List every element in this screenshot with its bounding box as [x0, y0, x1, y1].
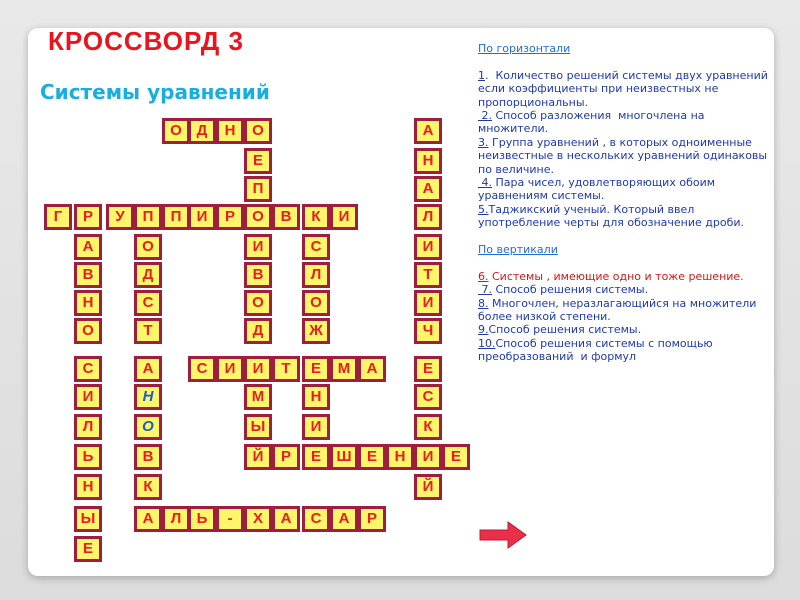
crossword-cell: Ы	[74, 506, 102, 532]
crossword-cell: И	[74, 384, 102, 410]
crossword-cell: -	[216, 506, 244, 532]
crossword-cell: М	[244, 384, 272, 410]
crossword-cell: А	[272, 506, 300, 532]
page-subtitle: Системы уравнений	[40, 80, 270, 104]
crossword-cell: Е	[74, 536, 102, 562]
crossword-cell: Л	[302, 262, 330, 288]
crossword-cell: Д	[188, 118, 216, 144]
crossword-cell: К	[414, 414, 442, 440]
crossword-cell: О	[134, 234, 162, 260]
crossword-cell: С	[302, 234, 330, 260]
crossword-cell: И	[330, 204, 358, 230]
crossword-cell: С	[414, 384, 442, 410]
crossword-cell: Е	[414, 356, 442, 382]
crossword-cell: Н	[74, 474, 102, 500]
horizontal-clue: 3. Группа уравнений , в которых одноименные неизвестные в нескольких уравнений одинаковы по величине.	[478, 135, 771, 176]
crossword-cell: Ж	[302, 318, 330, 344]
horizontal-clue: 4. Пара чисел, удовлетворяющих обоим уравнениям системы.	[478, 176, 719, 203]
vertical-clue: 6. Системы , имеющие одно и тоже решение.	[478, 269, 744, 283]
horizontal-clues-header: По горизонтали	[478, 42, 571, 55]
crossword-cell: О	[244, 204, 272, 230]
crossword-cell: Н	[74, 290, 102, 316]
page-title: КРОССВОРД 3	[48, 26, 244, 56]
crossword-cell: А	[330, 506, 358, 532]
crossword-cell: Р	[216, 204, 244, 230]
horizontal-clue: 1. Количество решений системы двух уравнений если коэффициенты при неизвестных не пропорциональны.	[478, 68, 772, 109]
crossword-cell: П	[162, 204, 190, 230]
crossword-cell: О	[244, 290, 272, 316]
crossword-cell: Ч	[414, 318, 442, 344]
crossword-cell: Г	[44, 204, 72, 230]
crossword-cell: А	[134, 356, 162, 382]
crossword-cell: Т	[272, 356, 300, 382]
crossword-cell: А	[134, 506, 162, 532]
crossword-cell: А	[414, 176, 442, 202]
crossword-cell: С	[302, 506, 330, 532]
crossword-cell: Ы	[244, 414, 272, 440]
crossword-cell: Д	[244, 318, 272, 344]
crossword-cell: Е	[358, 444, 386, 470]
crossword-cell: Т	[134, 318, 162, 344]
horizontal-clue: 2. Способ разложения многочлена на множители.	[478, 109, 709, 136]
crossword-cell: Н	[134, 384, 162, 410]
crossword-cell: Р	[272, 444, 300, 470]
crossword-cell: Ш	[330, 444, 358, 470]
crossword-cell: Т	[414, 262, 442, 288]
vertical-clue: 8. Многочлен, неразлагающийся на множители более низкой степени.	[478, 296, 760, 324]
crossword-cell: К	[302, 204, 330, 230]
crossword-cell: П	[134, 204, 162, 230]
crossword-cell: И	[414, 290, 442, 316]
crossword-cell: У	[106, 204, 134, 230]
crossword-cell: О	[302, 290, 330, 316]
crossword-cell: О	[134, 414, 162, 440]
crossword-cell: Р	[358, 506, 386, 532]
crossword-cell: С	[188, 356, 216, 382]
horizontal-clue: 5.Таджикский ученый. Который ввел употребление черты для обозначение дроби.	[478, 202, 745, 230]
crossword-cell: И	[244, 356, 272, 382]
crossword-cell: В	[272, 204, 300, 230]
vertical-clue: 7. Способ решения системы.	[478, 283, 649, 297]
crossword-cell: М	[330, 356, 358, 382]
crossword-cell: Н	[302, 384, 330, 410]
vertical-clue: 9.Способ решения системы.	[478, 323, 642, 337]
vertical-clues-header: По вертикали	[478, 243, 558, 257]
crossword-cell: И	[414, 234, 442, 260]
crossword-cell: Л	[74, 414, 102, 440]
crossword-cell: Х	[244, 506, 272, 532]
crossword-cell: Е	[442, 444, 470, 470]
crossword-cell: Л	[414, 204, 442, 230]
crossword-cell: А	[414, 118, 442, 144]
crossword-cell: Н	[414, 148, 442, 174]
crossword-cell: П	[244, 176, 272, 202]
crossword-cell: О	[74, 318, 102, 344]
crossword-cell: Й	[414, 474, 442, 500]
crossword-cell: К	[134, 474, 162, 500]
crossword-cell: И	[414, 444, 442, 470]
crossword-cell: А	[358, 356, 386, 382]
crossword-cell: Ь	[188, 506, 216, 532]
crossword-cell: И	[302, 414, 330, 440]
crossword-cell: В	[244, 262, 272, 288]
crossword-cell: О	[244, 118, 272, 144]
crossword-cell: С	[74, 356, 102, 382]
crossword-cell: Е	[302, 356, 330, 382]
right-arrow-icon[interactable]	[478, 520, 528, 550]
horizontal-clues-list	[478, 69, 778, 230]
crossword-cell: Е	[302, 444, 330, 470]
crossword-cell: Д	[134, 262, 162, 288]
crossword-cell: Н	[216, 118, 244, 144]
crossword-cell: А	[74, 234, 102, 260]
crossword-cell: И	[188, 204, 216, 230]
crossword-cell: Р	[74, 204, 102, 230]
crossword-cell: И	[244, 234, 272, 260]
crossword-cell: Н	[386, 444, 414, 470]
crossword-cell: О	[162, 118, 190, 144]
clues-panel	[478, 42, 778, 364]
crossword-cell: С	[134, 290, 162, 316]
crossword-cell: И	[216, 356, 244, 382]
right-arrow-shape	[480, 522, 526, 548]
crossword-cell: Л	[162, 506, 190, 532]
crossword-cell: Й	[244, 444, 272, 470]
crossword-cell: В	[74, 262, 102, 288]
crossword-cell: Ь	[74, 444, 102, 470]
crossword-cell: В	[134, 444, 162, 470]
crossword-cell: Е	[244, 148, 272, 174]
vertical-clue: 10.Способ решения системы с помощью преобразований и формул	[478, 336, 717, 364]
